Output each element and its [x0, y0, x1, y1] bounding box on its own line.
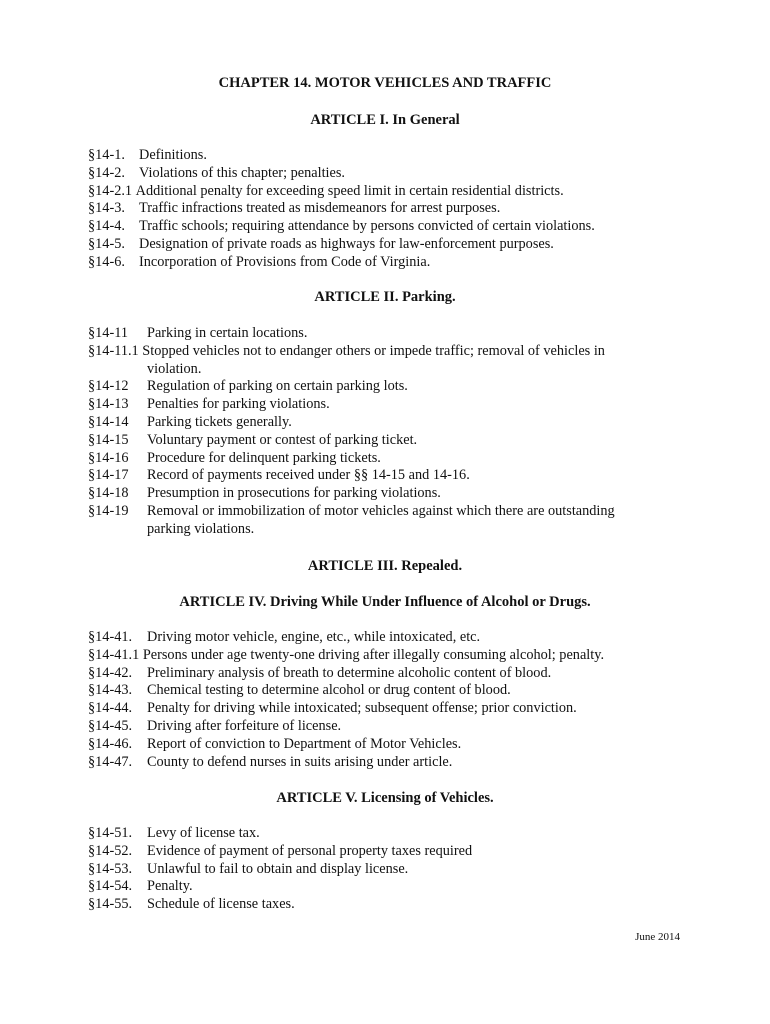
section-title-continuation: parking violations. — [147, 520, 255, 537]
section-title: Additional penalty for exceeding speed limit in certain residential districts. — [135, 182, 564, 199]
section-number: §14-6. — [88, 253, 125, 270]
section-number: §14-13 — [88, 396, 129, 413]
section-title: Definitions. — [139, 147, 207, 163]
section-title: Driving motor vehicle, engine, etc., while intoxicated, etc. — [147, 629, 481, 645]
footer-date: June 2014 — [635, 931, 680, 943]
section-title: Removal or immobilization of motor vehicles against which there are outstanding — [147, 502, 615, 519]
section-title: County to defend nurses in suits arising under article. — [147, 753, 453, 770]
section-entry — [88, 236, 688, 254]
section-entry — [88, 325, 688, 343]
section-title: Chemical testing to determine alcohol or drug content of blood. — [147, 682, 511, 699]
section-title: Record of payments received under §§ 14-15 and 14-16. — [147, 467, 470, 484]
section-title: Penalties for parking violations. — [147, 396, 330, 413]
section-number: §14-19 — [88, 502, 129, 519]
section-entry — [88, 183, 688, 201]
section-number: §14-2. — [88, 164, 125, 181]
section-entry — [88, 718, 688, 736]
section-number: §14-18 — [88, 485, 129, 502]
section-entry — [88, 878, 688, 896]
section-number: §14-41.1 — [88, 646, 140, 663]
section-entry — [88, 736, 688, 754]
section-title: Schedule of license taxes. — [147, 896, 295, 913]
section-number: §14-43. — [88, 682, 133, 699]
section-title: Traffic infractions treated as misdemeanors for arrest purposes. — [139, 200, 501, 217]
section-entry — [88, 218, 688, 236]
section-entry — [88, 432, 688, 450]
section-entry — [88, 503, 688, 539]
section-number: §14-15 — [88, 431, 129, 448]
section-title: Preliminary analysis of breath to determine alcoholic content of blood. — [147, 664, 552, 681]
section-title: Violations of this chapter; penalties. — [139, 164, 345, 181]
section-entry — [88, 343, 688, 379]
section-title: Levy of license tax. — [147, 825, 260, 841]
section-number: §14-1. — [88, 147, 125, 163]
article-5-heading: ARTICLE V. Licensing of Vehicles. — [276, 790, 494, 806]
section-number: §14-52. — [88, 842, 133, 859]
article-2-heading: ARTICLE II. Parking. — [314, 289, 456, 305]
section-entry — [88, 629, 688, 647]
section-title: Driving after forfeiture of license. — [147, 717, 342, 734]
section-title: Penalty. — [147, 878, 193, 895]
section-title: Parking tickets generally. — [147, 413, 292, 430]
section-number: §14-3. — [88, 200, 125, 217]
section-entry — [88, 396, 688, 414]
section-number: §14-17 — [88, 467, 129, 484]
section-number: §14-4. — [88, 218, 125, 235]
section-entry — [88, 165, 688, 183]
section-title: Designation of private roads as highways for law-enforcement purposes. — [139, 235, 554, 252]
section-title: Procedure for delinquent parking tickets. — [147, 449, 381, 466]
section-number: §14-2.1 — [88, 182, 133, 199]
section-number: §14-44. — [88, 700, 133, 717]
section-number: §14-41. — [88, 629, 133, 645]
section-entry — [88, 467, 688, 485]
section-entry — [88, 254, 688, 272]
article-4-section-list — [88, 629, 688, 771]
section-entry — [88, 700, 688, 718]
section-entry — [88, 843, 688, 861]
section-number: §14-53. — [88, 860, 133, 877]
section-title: Unlawful to fail to obtain and display license. — [147, 860, 409, 877]
section-entry — [88, 647, 688, 665]
section-title: Regulation of parking on certain parking lots. — [147, 378, 408, 395]
article-5-section-list — [88, 825, 688, 914]
section-title: Evidence of payment of personal property taxes required — [147, 842, 473, 859]
section-number: §14-5. — [88, 235, 125, 252]
section-number: §14-42. — [88, 664, 133, 681]
section-entry — [88, 450, 688, 468]
section-title: Report of conviction to Department of Motor Vehicles. — [147, 735, 462, 752]
article-2-section-list — [88, 325, 688, 539]
section-number: §14-11.1 — [88, 342, 139, 359]
section-title: Presumption in prosecutions for parking violations. — [147, 485, 441, 502]
section-entry — [88, 754, 688, 772]
section-entry — [88, 896, 688, 914]
section-number: §14-55. — [88, 896, 133, 913]
section-number: §14-46. — [88, 735, 133, 752]
section-entry — [88, 682, 688, 700]
section-title-continuation: violation. — [147, 360, 202, 377]
section-entry — [88, 147, 688, 165]
section-title: Parking in certain locations. — [147, 325, 308, 341]
section-entry — [88, 825, 688, 843]
section-entry — [88, 414, 688, 432]
section-entry — [88, 665, 688, 683]
article-1-heading: ARTICLE I. In General — [310, 112, 460, 128]
section-title: Stopped vehicles not to endanger others or impede traffic; removal of vehicles in — [142, 342, 605, 359]
section-title: Voluntary payment or contest of parking ticket. — [147, 431, 418, 448]
article-1-section-list — [88, 147, 688, 272]
section-number: §14-14 — [88, 413, 129, 430]
section-number: §14-12 — [88, 378, 129, 395]
section-number: §14-16 — [88, 449, 129, 466]
section-entry — [88, 485, 688, 503]
section-number: §14-45. — [88, 717, 133, 734]
section-title: Traffic schools; requiring attendance by persons convicted of certain violations. — [139, 218, 595, 235]
section-title: Persons under age twenty-one driving after illegally consuming alcohol; penalty. — [142, 646, 605, 663]
article-4-heading: ARTICLE IV. Driving While Under Influence of Alcohol or Drugs. — [179, 594, 591, 610]
section-entry — [88, 200, 688, 218]
section-number: §14-47. — [88, 753, 133, 770]
section-entry — [88, 861, 688, 879]
section-number: §14-51. — [88, 825, 133, 841]
section-number: §14-54. — [88, 878, 133, 895]
section-title: Penalty for driving while intoxicated; subsequent offense; prior conviction. — [147, 700, 577, 717]
chapter-title: CHAPTER 14. MOTOR VEHICLES AND TRAFFIC — [218, 75, 552, 91]
section-title: Incorporation of Provisions from Code of Virginia. — [139, 253, 431, 270]
section-entry — [88, 378, 688, 396]
article-3-heading: ARTICLE III. Repealed. — [307, 558, 463, 574]
section-number: §14-11 — [88, 325, 128, 341]
